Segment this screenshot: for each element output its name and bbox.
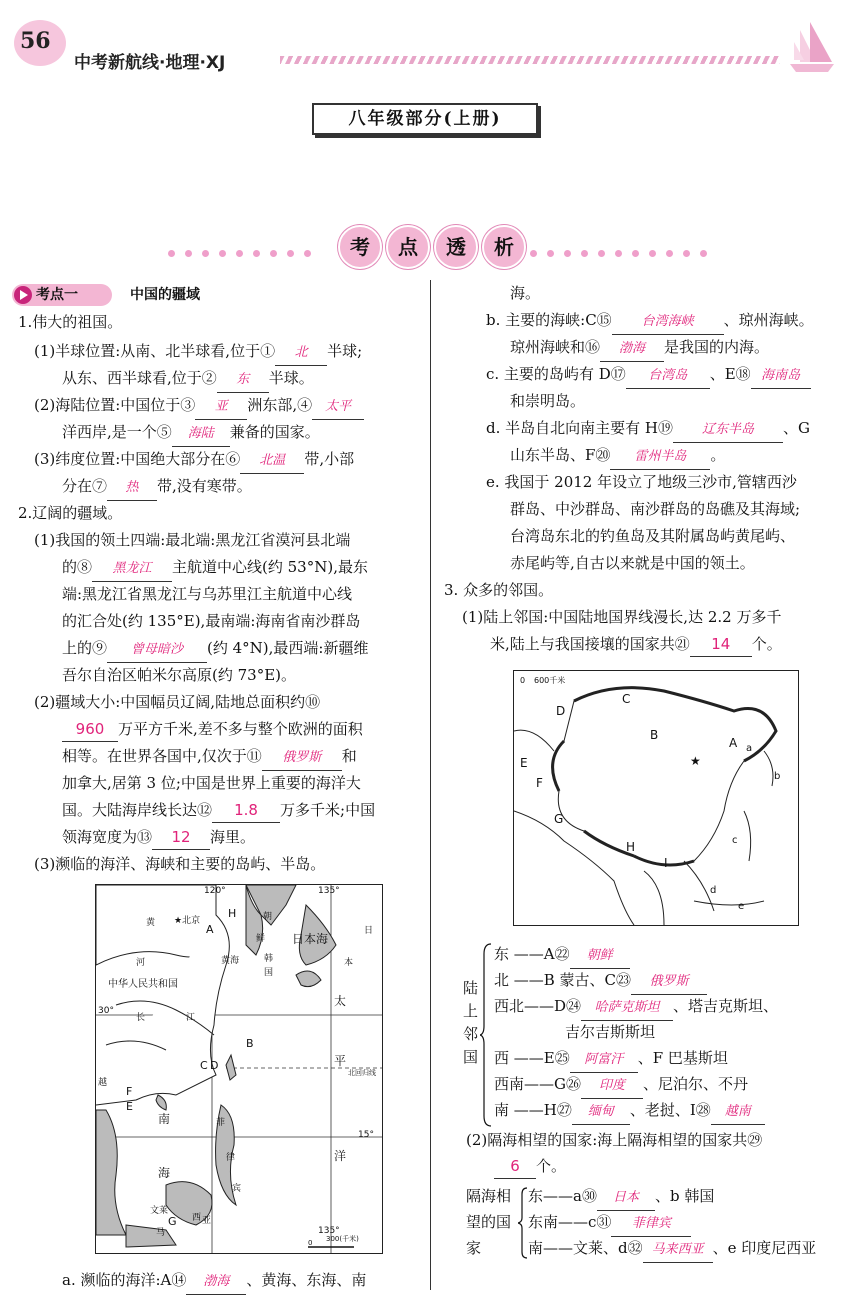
map-label: B — [650, 728, 659, 742]
map-label: 河 — [136, 958, 146, 968]
text-line: 6 个。 — [494, 1154, 566, 1179]
answer-12: 1.8 — [234, 801, 258, 819]
answer-6: 北温 — [259, 453, 286, 468]
neighbor-row: 吉尔吉斯斯坦 — [565, 1023, 656, 1041]
text-line: (2)疆域大小:中国幅员辽阔,陆地总面积约⑩ — [34, 693, 321, 711]
text-line: (2)海陆位置:中国位于③ 亚 洲东部,④ 太平 — [34, 393, 364, 420]
map-label: G — [168, 1215, 177, 1228]
neighbor-row: 西 ——E㉕ 阿富汗 、F 巴基斯坦 — [494, 1046, 728, 1073]
map-label: H — [228, 907, 237, 920]
answer-2: 东 — [236, 372, 250, 387]
text-line: (1)半球位置:从南、北半球看,位于① 北 半球; — [34, 339, 362, 366]
answer-9: 曾母暗沙 — [131, 642, 184, 657]
neighbors-map — [513, 670, 799, 926]
map-label: 135° — [318, 886, 340, 896]
q1-heading: 1.伟大的祖国。 — [18, 313, 123, 331]
answer-25: 阿富汗 — [584, 1052, 624, 1067]
text-line: (3)濒临的海洋、海峡和主要的岛屿、半岛。 — [34, 855, 326, 873]
map-label: 0 — [520, 676, 526, 685]
text-line: 相等。在世界各国中,仅次于⑪ 俄罗斯 和 — [62, 744, 357, 771]
answer-27: 缅甸 — [587, 1104, 614, 1119]
header-stripe — [280, 56, 780, 64]
map-label: 韩 — [264, 954, 274, 964]
answer-17: 台湾岛 — [648, 368, 688, 383]
map-label: c — [732, 835, 738, 846]
text-line: 山东半岛、F⑳ 雷州半岛 。 — [510, 443, 725, 470]
banner-char: 透 — [434, 225, 478, 269]
banner-char: 考 — [338, 225, 382, 269]
map-label: D — [556, 704, 566, 718]
answer-3: 亚 — [214, 399, 228, 414]
text-line: (1)陆上邻国:中国陆地国界线漫长,达 2.2 万多千 — [462, 608, 782, 626]
text-line: 米,陆上与我国接壤的国家共㉑ 14 个。 — [490, 632, 782, 657]
text-line: 从东、西半球看,位于② 东 半球。 — [62, 366, 314, 393]
map-label: F — [126, 1085, 133, 1098]
map-label: 国 — [264, 968, 274, 978]
map-label: 洋 — [334, 1149, 347, 1163]
kaodian-badge — [12, 284, 112, 306]
q2-heading: 2.辽阔的疆域。 — [18, 504, 123, 522]
map-label: 中华人民共和国 — [108, 979, 178, 990]
text-line: 960 万平方千米,差不多与整个欧洲的面积 — [62, 717, 363, 742]
answer-10: 960 — [75, 720, 105, 738]
answer-26: 印度 — [598, 1078, 625, 1093]
banner-kaodian — [338, 225, 530, 269]
map-label: 黄 — [146, 918, 156, 928]
map-label: 15° — [358, 1130, 374, 1140]
map-label: a — [746, 743, 753, 754]
map-label: 菲 — [216, 1118, 226, 1128]
text-line: 加拿大,居第 3 位;中国是世界上重要的海洋大 — [62, 774, 361, 792]
map-label: 江 — [186, 1013, 196, 1023]
text-line: 的汇合处(约 135°E),最南端:海南省南沙群岛 — [62, 612, 361, 630]
kaodian-topic: 中国的疆域 — [130, 287, 200, 303]
map-label: G — [554, 812, 564, 826]
kaodian-badge-label: 考点一 — [36, 287, 78, 303]
banner-char: 点 — [386, 225, 430, 269]
answer-11: 俄罗斯 — [282, 750, 322, 765]
map-label: 本 — [344, 958, 354, 968]
map-label: 北回归线 — [348, 1069, 376, 1077]
answer-20: 雷州半岛 — [634, 449, 687, 464]
map-label: 鲜 — [256, 934, 266, 944]
map-label: 300(千米) — [326, 1235, 359, 1243]
answer-22: 朝鲜 — [586, 948, 613, 963]
text-line: 海。 — [510, 284, 541, 302]
map-label: I — [664, 856, 668, 870]
sea-neighbor-row: 南——文莱、d㉜ 马来西亚 、e 印度尼西亚 — [528, 1236, 816, 1263]
map-label: 西 — [192, 1213, 202, 1223]
header-title: 中考新航线·地理·XJ — [74, 53, 226, 73]
map-label: b — [774, 771, 781, 782]
text-line: 台湾岛东北的钓鱼岛及其附属岛屿黄尾屿、 — [510, 527, 796, 545]
answer-1: 北 — [294, 345, 308, 360]
answer-23: 俄罗斯 — [649, 974, 689, 989]
map-label: D — [210, 1059, 219, 1072]
map-label: e — [738, 901, 745, 912]
answer-15: 台湾海峡 — [641, 314, 694, 329]
answer-16: 渤海 — [619, 341, 646, 356]
map-label: 长 — [136, 1013, 146, 1023]
answer-14: 渤海 — [203, 1274, 230, 1289]
text-line: 的⑧ 黑龙江 主航道中心线(约 53°N),最东 — [62, 555, 368, 582]
text-line: 领海宽度为⑬ 12 海里。 — [62, 825, 255, 850]
answer-24: 哈萨克斯坦 — [594, 1000, 660, 1015]
neighbor-row: 西南——G㉖ 印度 、尼泊尔、不丹 — [494, 1072, 748, 1099]
map-label: 海 — [158, 1166, 171, 1180]
answer-21: 14 — [711, 635, 731, 653]
map-label: 600千米 — [534, 676, 566, 685]
text-line: 国。大陆海岸线长达⑫ 1.8 万多千米;中国 — [62, 798, 375, 823]
neighbor-row: 南 ——H㉗ 缅甸 、老挝、I㉘ 越南 — [494, 1098, 765, 1125]
map-label: 越 — [98, 1078, 108, 1088]
land-neighbors-label: 陆上邻国 — [461, 980, 479, 1072]
china-seas-map — [95, 884, 383, 1254]
text-line: (2)隔海相望的国家:海上隔海相望的国家共㉙ — [466, 1131, 763, 1149]
answer-32: 马来西亚 — [651, 1242, 704, 1257]
map-label: 律 — [226, 1153, 236, 1163]
text-line: e. 我国于 2012 年设立了地级三沙市,管辖西沙 — [486, 473, 797, 491]
answer-13: 12 — [171, 828, 191, 846]
map-label: 30° — [98, 1006, 114, 1016]
banner-char: 析 — [482, 225, 526, 269]
map-label: 太 — [334, 994, 347, 1008]
map-label: A — [729, 736, 738, 750]
text-line: 端:黑龙江省黑龙江与乌苏里江主航道中心线 — [62, 585, 353, 603]
map-label: ★北京 — [174, 916, 201, 926]
map-label: 黄海 — [221, 956, 240, 966]
answer-19: 辽东半岛 — [701, 422, 754, 437]
sea-neighbors-label: 望的国 — [466, 1213, 512, 1231]
section-title: 八年级部分(上册) — [312, 103, 538, 135]
page-number: 56 — [20, 28, 51, 54]
map-label: H — [626, 840, 636, 854]
neighbor-row: 西北——D㉔ 哈萨克斯坦 、塔吉克斯坦、 — [494, 994, 778, 1021]
map-label: d — [710, 885, 717, 896]
map-label: 宾 — [232, 1184, 242, 1194]
brace-icon — [518, 1186, 528, 1260]
answer-7: 热 — [125, 480, 139, 495]
map-label: F — [536, 776, 543, 790]
map-label: E — [126, 1100, 133, 1113]
map-label: B — [246, 1037, 254, 1050]
sea-neighbor-row: 东——a㉚ 日本 、b 韩国 — [528, 1184, 714, 1211]
brace-icon — [480, 942, 492, 1128]
map-label: 亚 — [202, 1216, 212, 1226]
text-line: 洋西岸,是一个⑤ 海陆 兼备的国家。 — [62, 420, 320, 447]
neighbor-row: 东 ——A㉒ 朝鲜 — [494, 942, 630, 969]
answer-29: 6 — [510, 1157, 520, 1175]
text-line: 群岛、中沙群岛、南沙群岛的岛礁及其海域; — [510, 500, 801, 518]
map-label: 平 — [334, 1054, 347, 1068]
map-label: 日本海 — [292, 932, 329, 946]
answer-8: 黑龙江 — [112, 561, 152, 576]
map-label: 日 — [364, 926, 374, 936]
answer-4: 太平 — [325, 399, 352, 414]
map-label: A — [206, 923, 214, 936]
text-line: 上的⑨ 曾母暗沙 (约 4°N),最西端:新疆维 — [62, 636, 368, 663]
answer-31: 菲律宾 — [631, 1216, 671, 1231]
sea-neighbors-label: 隔海相 — [466, 1187, 512, 1205]
play-icon — [14, 286, 32, 304]
text-line: 和崇明岛。 — [510, 392, 586, 410]
map-label: C — [200, 1059, 208, 1072]
map-label: 文莱 — [150, 1206, 169, 1216]
map-label: 0 — [308, 1239, 313, 1247]
text-line: a. 濒临的海洋:A⑭ 渤海 、黄海、东海、南 — [62, 1268, 366, 1295]
answer-5: 海陆 — [187, 426, 214, 441]
answer-30: 日本 — [612, 1190, 639, 1205]
page-number-badge — [14, 20, 66, 66]
text-line: 赤尾屿等,自古以来就是中国的领土。 — [510, 554, 755, 572]
map-label: 135° — [318, 1226, 340, 1236]
column-divider — [430, 280, 431, 1290]
answer-18: 海南岛 — [761, 368, 801, 383]
banner-dots-right — [530, 242, 717, 250]
banner-dots-left — [168, 242, 321, 250]
q3-heading: 3. 众多的邻国。 — [444, 581, 554, 599]
map-label: C — [622, 692, 631, 706]
sea-neighbor-row: 东南——c㉛ 菲律宾 — [528, 1210, 691, 1237]
text-line: (1)我国的领土四端:最北端:黑龙江省漠河县北端 — [34, 531, 351, 549]
text-line: 琼州海峡和⑯ 渤海 是我国的内海。 — [510, 335, 769, 362]
answer-28: 越南 — [724, 1104, 751, 1119]
text-line: d. 半岛自北向南主要有 H⑲ 辽东半岛 、G — [486, 416, 810, 443]
text-line: c. 主要的岛屿有 D⑰ 台湾岛 、E⑱ 海南岛 — [486, 362, 811, 389]
neighbor-row: 北 ——B 蒙古、C㉓ 俄罗斯 — [494, 968, 707, 995]
text-line: 吾尔自治区帕米尔高原(约 73°E)。 — [62, 666, 297, 684]
map-label: 朝 — [263, 912, 273, 922]
sea-neighbors-label: 家 — [466, 1239, 482, 1257]
map-label: 120° — [204, 886, 226, 896]
text-line: (3)纬度位置:中国绝大部分在⑥ 北温 带,小部 — [34, 447, 354, 474]
text-line: b. 主要的海峡:C⑮ 台湾海峡 、琼州海峡。 — [486, 308, 814, 335]
map-label: E — [520, 756, 528, 770]
sailboat-icon — [780, 20, 842, 76]
map-label: 南 — [158, 1112, 171, 1126]
map-label: 马 — [156, 1228, 166, 1238]
text-line: 分在⑦ 热 带,没有寒带。 — [62, 474, 252, 501]
map-label: ★ — [690, 754, 701, 768]
